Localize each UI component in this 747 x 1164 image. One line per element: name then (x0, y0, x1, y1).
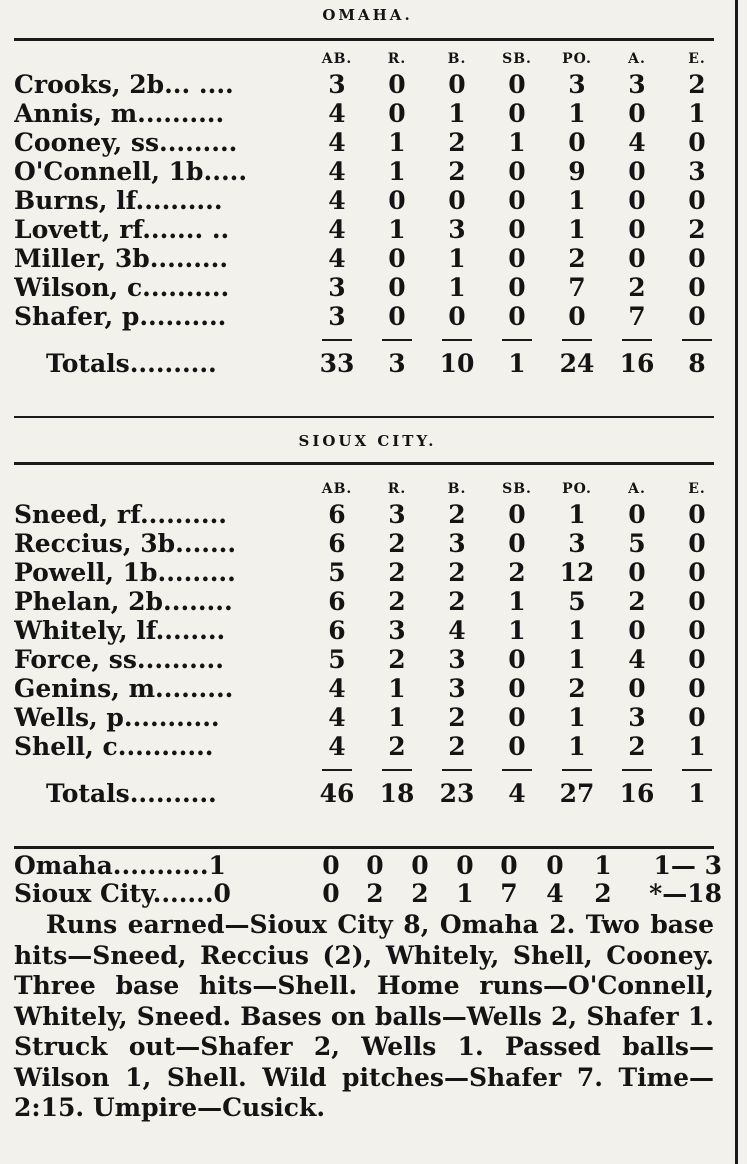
stat-b: 0 (448, 70, 466, 99)
stat-sb: 0 (508, 244, 526, 273)
inning-score: 0 (546, 851, 564, 880)
player-row (0, 616, 735, 645)
header-e: E. (688, 481, 706, 497)
total-ab: 46 (319, 779, 355, 808)
omaha-top-rule (14, 38, 714, 41)
stat-ab: 6 (328, 500, 346, 529)
stat-a: 0 (628, 500, 646, 529)
stat-sb: 0 (508, 70, 526, 99)
stat-sb: 0 (508, 500, 526, 529)
stat-ab: 6 (328, 616, 346, 645)
sioux-city-table (0, 478, 735, 808)
stat-po: 1 (568, 215, 586, 244)
stat-po: 3 (568, 70, 586, 99)
total-po: 24 (559, 349, 595, 378)
omaha-heading: OMAHA. (322, 6, 413, 24)
stat-a: 0 (628, 99, 646, 128)
stat-e: 0 (688, 645, 706, 674)
stat-r: 0 (388, 273, 406, 302)
stat-sb: 0 (508, 529, 526, 558)
line-score-omaha (14, 852, 724, 880)
inning-score: 0 (411, 851, 429, 880)
stat-r: 1 (388, 157, 406, 186)
player-name: Lovett, rf....... .. (14, 215, 230, 244)
game-summary (14, 910, 714, 1124)
inning-score: 7 (500, 879, 518, 908)
player-row (0, 558, 735, 587)
header-e: E. (688, 51, 706, 67)
header-sb: SB. (502, 51, 532, 67)
stat-sb: 0 (508, 732, 526, 761)
stat-r: 0 (388, 99, 406, 128)
stat-e: 0 (688, 616, 706, 645)
stat-ab: 5 (328, 645, 346, 674)
player-name: Wells, p........... (14, 703, 220, 732)
inning-score: 2 (594, 879, 612, 908)
dash (562, 339, 592, 341)
stat-e: 0 (688, 674, 706, 703)
header-b: B. (447, 481, 467, 497)
stat-a: 2 (628, 273, 646, 302)
player-row (0, 273, 735, 302)
stat-po: 0 (568, 302, 586, 331)
stat-b: 3 (448, 215, 466, 244)
stat-e: 0 (688, 529, 706, 558)
stat-e: 2 (688, 215, 706, 244)
player-row (0, 99, 735, 128)
stat-e: 0 (688, 128, 706, 157)
player-row (0, 587, 735, 616)
total-e: 8 (688, 349, 706, 378)
total-sb: 1 (508, 349, 526, 378)
player-row (0, 529, 735, 558)
stat-a: 0 (628, 157, 646, 186)
stat-a: 3 (628, 703, 646, 732)
player-name: Force, ss.......... (14, 645, 224, 674)
player-row (0, 674, 735, 703)
player-row (0, 500, 735, 529)
stat-b: 2 (448, 587, 466, 616)
stat-r: 1 (388, 674, 406, 703)
inning-score: 0 (322, 879, 340, 908)
sioux-city-top-rule (14, 462, 714, 465)
header-ab: AB. (321, 51, 353, 67)
header-a: A. (628, 481, 646, 497)
dash (442, 769, 472, 771)
stat-ab: 4 (328, 244, 346, 273)
player-name: Genins, m......... (14, 674, 234, 703)
omaha-player-rows (0, 70, 735, 331)
total-a: 16 (619, 349, 655, 378)
player-row (0, 732, 735, 761)
stat-a: 7 (628, 302, 646, 331)
stat-ab: 3 (328, 70, 346, 99)
player-name: Miller, 3b......... (14, 244, 229, 273)
inning-score: 1 (594, 851, 612, 880)
stat-ab: 4 (328, 732, 346, 761)
inning-score: 0 (500, 851, 518, 880)
stat-a: 0 (628, 186, 646, 215)
player-row (0, 186, 735, 215)
stat-a: 0 (628, 558, 646, 587)
stat-e: 0 (688, 558, 706, 587)
omaha-header-row (0, 48, 735, 70)
stat-po: 2 (568, 674, 586, 703)
omaha-table (0, 48, 735, 378)
stat-po: 12 (559, 558, 595, 587)
stat-sb: 2 (508, 558, 526, 587)
player-name: Shafer, p.......... (14, 302, 227, 331)
player-row (0, 70, 735, 99)
stat-e: 0 (688, 703, 706, 732)
stat-b: 1 (448, 244, 466, 273)
stat-b: 2 (448, 703, 466, 732)
dash (322, 339, 352, 341)
total-a: 16 (619, 779, 655, 808)
stat-po: 9 (568, 157, 586, 186)
dash (382, 339, 412, 341)
stat-r: 2 (388, 732, 406, 761)
stat-ab: 3 (328, 273, 346, 302)
summary-text: Runs earned—Sioux City 8, Omaha 2. Two base hits—Sneed, Reccius (2), Whitely, Shell, Cooney. Three base hits—Shell. Home runs—O'Connell, Whitely, Sneed. Bases on balls—Wells 2, Shafer 1. Struck out—Shafer 2, Wells 1. Passed balls—Wilson 1, Shell. Wild pitches—Shafer 7. Time—2:15. Umpire—Cusick. (14, 910, 714, 1122)
header-r: R. (387, 51, 407, 67)
stat-a: 5 (628, 529, 646, 558)
stat-b: 1 (448, 99, 466, 128)
stat-sb: 0 (508, 703, 526, 732)
stat-sb: 1 (508, 587, 526, 616)
stat-e: 3 (688, 157, 706, 186)
player-row (0, 128, 735, 157)
header-po: PO. (562, 481, 592, 497)
total-b: 10 (439, 349, 475, 378)
stat-po: 1 (568, 732, 586, 761)
header-ab: AB. (321, 481, 353, 497)
player-name: Burns, lf.......... (14, 186, 223, 215)
stat-r: 3 (388, 616, 406, 645)
stat-e: 1 (688, 99, 706, 128)
stat-r: 1 (388, 128, 406, 157)
inning-score: 2 (366, 879, 384, 908)
stat-sb: 0 (508, 157, 526, 186)
stat-ab: 4 (328, 128, 346, 157)
stat-r: 1 (388, 703, 406, 732)
line-score (14, 852, 724, 908)
player-row (0, 244, 735, 273)
stat-a: 0 (628, 674, 646, 703)
stat-po: 1 (568, 186, 586, 215)
stat-po: 3 (568, 529, 586, 558)
inning-score: 0 (456, 851, 474, 880)
stat-po: 1 (568, 645, 586, 674)
dash (682, 769, 712, 771)
omaha-bottom-rule (14, 416, 714, 418)
stat-a: 0 (628, 616, 646, 645)
total-po: 27 (559, 779, 595, 808)
stat-sb: 1 (508, 128, 526, 157)
player-name: Powell, 1b......... (14, 558, 236, 587)
omaha-total-dashes (0, 331, 735, 349)
total-b: 23 (439, 779, 475, 808)
stat-r: 1 (388, 215, 406, 244)
stat-ab: 4 (328, 157, 346, 186)
stat-e: 1 (688, 732, 706, 761)
player-row (0, 302, 735, 331)
stat-ab: 6 (328, 529, 346, 558)
player-name: Annis, m.......... (14, 99, 225, 128)
stat-sb: 0 (508, 99, 526, 128)
stat-b: 2 (448, 732, 466, 761)
total-r: 3 (388, 349, 406, 378)
stat-ab: 5 (328, 558, 346, 587)
stat-b: 4 (448, 616, 466, 645)
stat-po: 7 (568, 273, 586, 302)
stat-sb: 1 (508, 616, 526, 645)
player-name: Wilson, c.......... (14, 273, 230, 302)
stat-r: 0 (388, 70, 406, 99)
stat-a: 4 (628, 128, 646, 157)
dash (682, 339, 712, 341)
stat-sb: 0 (508, 674, 526, 703)
stat-ab: 4 (328, 674, 346, 703)
total-ab: 33 (319, 349, 355, 378)
player-name: Shell, c........... (14, 732, 214, 761)
stat-po: 0 (568, 128, 586, 157)
stat-b: 1 (448, 273, 466, 302)
stat-sb: 0 (508, 215, 526, 244)
stat-b: 0 (448, 302, 466, 331)
dash (562, 769, 592, 771)
player-row (0, 703, 735, 732)
linescore-top-rule (14, 846, 714, 849)
stat-e: 0 (688, 244, 706, 273)
stat-a: 2 (628, 587, 646, 616)
stat-po: 1 (568, 99, 586, 128)
stat-r: 0 (388, 244, 406, 273)
dash (502, 339, 532, 341)
stat-ab: 4 (328, 99, 346, 128)
stat-e: 2 (688, 70, 706, 99)
stat-po: 1 (568, 500, 586, 529)
stat-a: 0 (628, 244, 646, 273)
stat-po: 2 (568, 244, 586, 273)
stat-ab: 4 (328, 703, 346, 732)
dash (622, 769, 652, 771)
header-b: B. (447, 51, 467, 67)
sioux-city-header-row (0, 478, 735, 500)
player-name: Phelan, 2b........ (14, 587, 233, 616)
stat-b: 2 (448, 157, 466, 186)
stat-po: 5 (568, 587, 586, 616)
header-po: PO. (562, 51, 592, 67)
header-sb: SB. (502, 481, 532, 497)
stat-r: 0 (388, 186, 406, 215)
player-name: Crooks, 2b... .... (14, 70, 234, 99)
inning-score: 1 (456, 879, 474, 908)
line-score-sioux-city (14, 880, 724, 908)
header-r: R. (387, 481, 407, 497)
total-r: 18 (379, 779, 415, 808)
sioux-city-totals-row (0, 779, 735, 808)
stat-b: 0 (448, 186, 466, 215)
stat-r: 2 (388, 529, 406, 558)
player-row (0, 157, 735, 186)
player-name: Reccius, 3b....... (14, 529, 237, 558)
player-name: O'Connell, 1b..... (14, 157, 248, 186)
stat-ab: 3 (328, 302, 346, 331)
stat-b: 2 (448, 128, 466, 157)
header-a: A. (628, 51, 646, 67)
line-score-total: *—18 (649, 879, 722, 908)
dash (442, 339, 472, 341)
line-score-total: 1— 3 (653, 851, 722, 880)
inning-score: 2 (411, 879, 429, 908)
total-e: 1 (688, 779, 706, 808)
omaha-totals-row (0, 349, 735, 378)
stat-a: 3 (628, 70, 646, 99)
stat-po: 1 (568, 703, 586, 732)
stat-ab: 6 (328, 587, 346, 616)
stat-a: 0 (628, 215, 646, 244)
total-sb: 4 (508, 779, 526, 808)
dash (502, 769, 532, 771)
player-name: Cooney, ss......... (14, 128, 238, 157)
stat-b: 3 (448, 529, 466, 558)
sioux-city-total-dashes (0, 761, 735, 779)
stat-a: 2 (628, 732, 646, 761)
stat-sb: 0 (508, 645, 526, 674)
dash (322, 769, 352, 771)
stat-sb: 0 (508, 302, 526, 331)
player-row (0, 645, 735, 674)
stat-b: 2 (448, 558, 466, 587)
column-rule (735, 0, 738, 1164)
totals-label: Totals.......... (46, 779, 217, 808)
dash (622, 339, 652, 341)
stat-r: 2 (388, 587, 406, 616)
sioux-city-heading: SIOUX CITY. (298, 432, 437, 450)
dash (382, 769, 412, 771)
stat-sb: 0 (508, 186, 526, 215)
inning-score: 0 (322, 851, 340, 880)
stat-e: 0 (688, 302, 706, 331)
stat-e: 0 (688, 587, 706, 616)
stat-e: 0 (688, 186, 706, 215)
stat-r: 0 (388, 302, 406, 331)
stat-a: 4 (628, 645, 646, 674)
stat-b: 3 (448, 674, 466, 703)
line-score-team: Sioux City.......0 (14, 879, 231, 908)
stat-e: 0 (688, 500, 706, 529)
stat-r: 2 (388, 645, 406, 674)
player-name: Sneed, rf.......... (14, 500, 228, 529)
player-name: Whitely, lf........ (14, 616, 226, 645)
stat-ab: 4 (328, 215, 346, 244)
stat-b: 2 (448, 500, 466, 529)
sioux-city-player-rows (0, 500, 735, 761)
stat-ab: 4 (328, 186, 346, 215)
inning-score: 4 (546, 879, 564, 908)
inning-score: 0 (366, 851, 384, 880)
stat-e: 0 (688, 273, 706, 302)
player-row (0, 215, 735, 244)
totals-label: Totals.......... (46, 349, 217, 378)
stat-r: 2 (388, 558, 406, 587)
stat-r: 3 (388, 500, 406, 529)
line-score-team: Omaha...........1 (14, 851, 226, 880)
stat-sb: 0 (508, 273, 526, 302)
stat-b: 3 (448, 645, 466, 674)
stat-po: 1 (568, 616, 586, 645)
